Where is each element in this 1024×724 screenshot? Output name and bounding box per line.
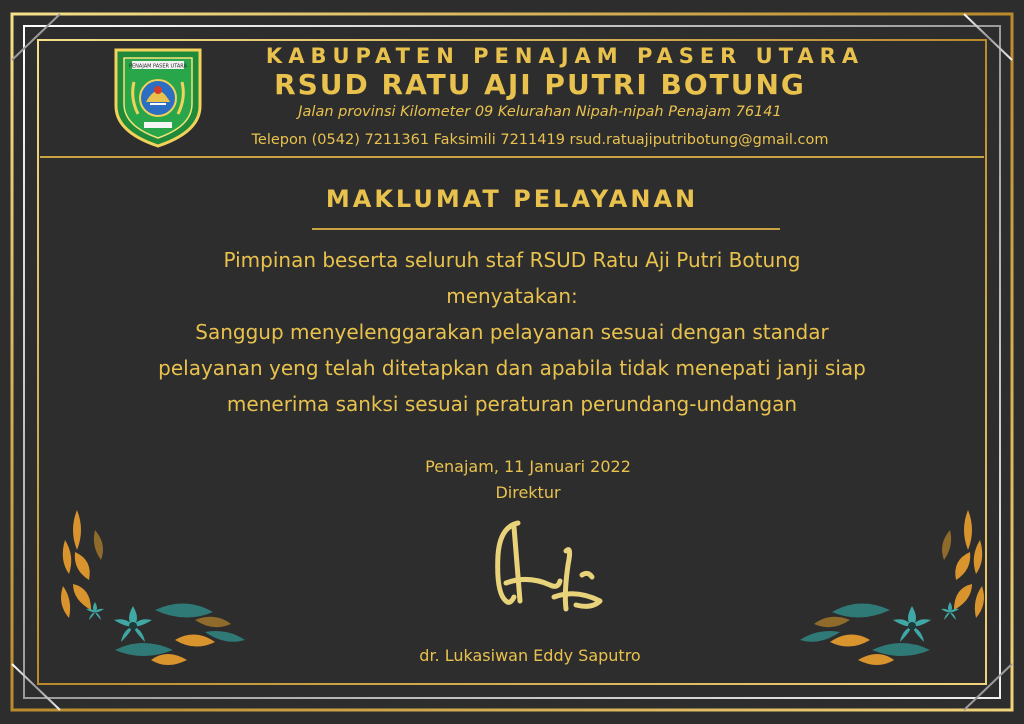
signature-icon (480, 505, 620, 635)
hospital-name: RSUD RATU AJI PUTRI BOTUNG (274, 68, 806, 101)
regency-name: KABUPATEN PENAJAM PASER UTARA (265, 44, 865, 68)
title-underline (312, 228, 780, 230)
notice-line: menyatakan: (446, 284, 578, 308)
hospital-address: Jalan provinsi Kilometer 09 Kelurahan Nipah-nipah Penajam 76141 (298, 104, 782, 120)
notice-line: Pimpinan beserta seluruh staf RSUD Ratu Aji Putri Botung (223, 248, 801, 272)
regency-crest-icon (110, 40, 206, 150)
signer-role: Direktur (495, 483, 561, 502)
place-date: Penajam, 11 Januari 2022 (425, 457, 631, 476)
floral-decoration-left (55, 500, 255, 680)
floral-decoration-right (790, 500, 990, 680)
notice-line: menerima sanksi sesuai peraturan perundang-undangan (226, 392, 798, 416)
hospital-contact: Telepon (0542) 7211361 Faksimili 7211419 rsud.ratuajiputribotung@gmail.com (251, 132, 829, 148)
notice-line: Sanggup menyelenggarakan pelayanan sesuai dengan standar (195, 320, 829, 344)
signer-name: dr. Lukasiwan Eddy Saputro (419, 646, 641, 665)
crest-motto: PENAJAM PASER UTARA (129, 63, 187, 70)
notice-title: MAKLUMAT PELAYANAN (325, 185, 699, 213)
notice-line: pelayanan yeng telah ditetapkan dan apabila tidak menepati janji siap (158, 356, 866, 380)
notice-body (70, 242, 954, 422)
